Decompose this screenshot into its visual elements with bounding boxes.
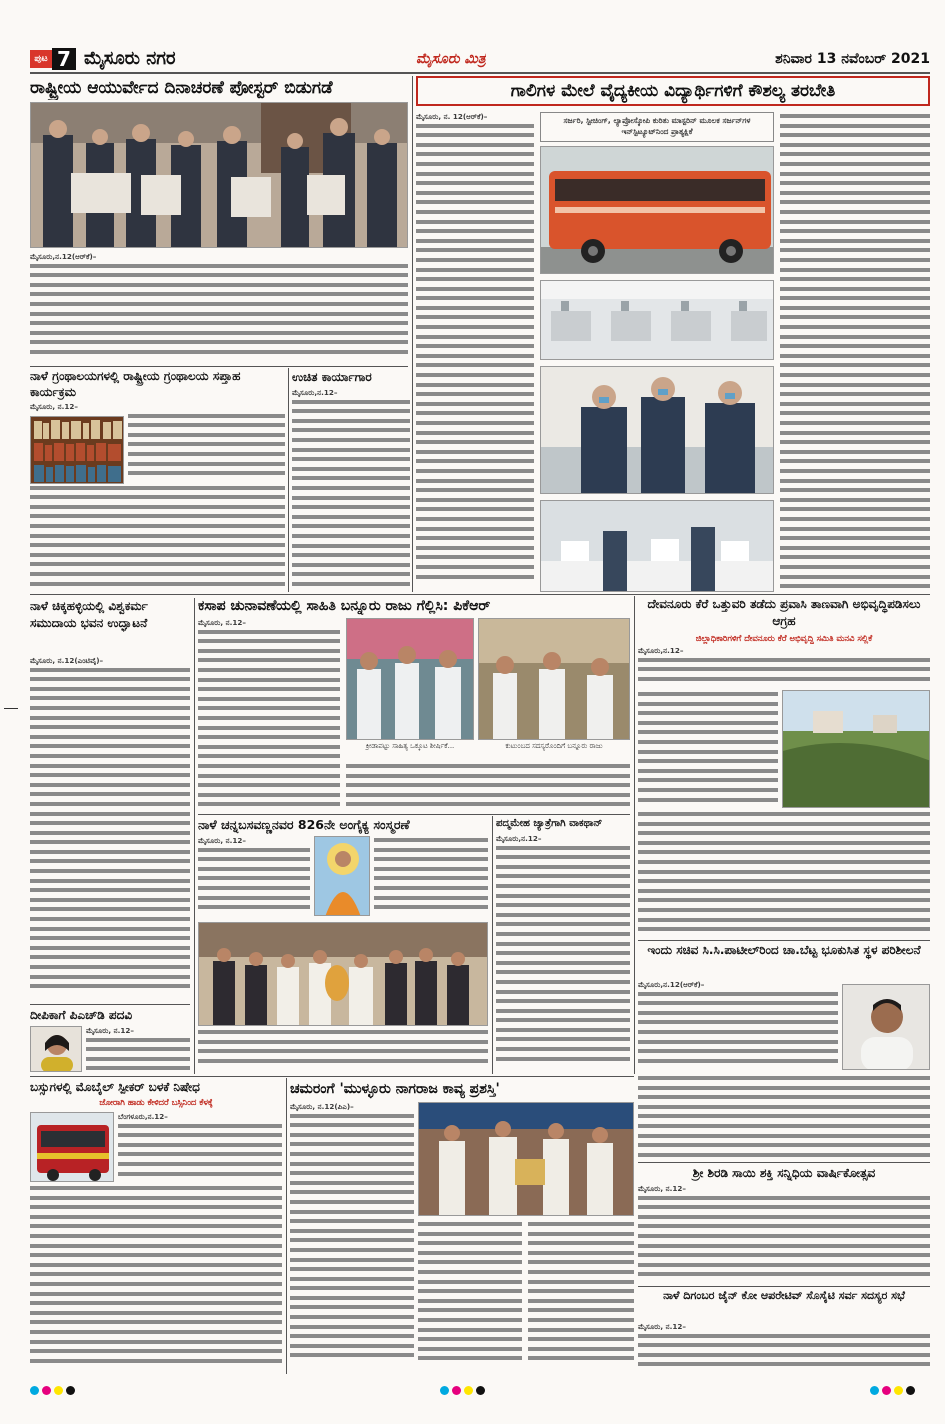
devanuru-body-top <box>638 646 930 690</box>
kasapa-caption-left: ಕ್ರೀಡಾಪಟ್ಟು ಸಾಹಿತ್ಯ ಒಕ್ಕೂಟ ಶೀರ್ಷಿಕೆ... <box>365 742 455 750</box>
bus-subhead: ಜೋರಾಗಿ ಹಾಡು ಕೇಳಿದರೆ ಬಸ್ಸಿನಿಂದ ಕೆಳಕ್ಕೆ <box>99 1097 213 1107</box>
skill-bus-photo <box>540 146 774 274</box>
page-number: 7 <box>52 48 76 70</box>
ayurveda-body <box>30 252 408 364</box>
sai-headline: ಶ್ರೀ ಶಿರಡಿ ಸಾಯಿ ಶಕ್ತಿ ಸನ್ನಿಧಿಯ ವಾರ್ಷಿಕೋತ್ಸವ <box>692 1166 876 1180</box>
kasapa-body-col1 <box>198 618 340 812</box>
registration-marks-left <box>30 1380 78 1399</box>
workshop-headline: ಉಚಿತ ಕಾರ್ಯಾಗಾರ <box>292 370 372 384</box>
minister-body-top <box>638 980 838 1074</box>
skill-demo-photo <box>540 366 774 494</box>
vishwakarma-headline: ನಾಳೆ ಚಿಕ್ಕಹಳ್ಳಿಯಲ್ಲಿ ವಿಶ್ವಕರ್ಮ ಸಮುದಾಯ ಭವನ ಉದ್ಘಾಟನೆ <box>30 599 148 630</box>
devanuru-lake-photo <box>782 690 930 808</box>
jaatre-dateline: ಮೈಸೂರು,ನ.12– <box>496 834 542 843</box>
issue-date: ಶನಿವಾರ 13 ನವೆಂಬರ್ 2021 <box>775 51 930 67</box>
phd-headline: ದೀಪಿಕಾಗೆ ಪಿಎಚ್‌ಡಿ ಪದವಿ <box>30 1008 133 1022</box>
award-body-col1 <box>290 1102 414 1372</box>
award-body-col2 <box>418 1220 522 1372</box>
basava-dateline: ಮೈಸೂರು, ನ.12– <box>198 836 246 845</box>
library-dateline: ಮೈಸೂರು, ನ.12– <box>30 402 78 411</box>
kasapa-headline: ಕಸಾಪ ಚುನಾವಣೆಯಲ್ಲಿ ಸಾಹಿತಿ ಬನ್ನೂರು ರಾಜು ಗೆಲ್ಲಿಸಿ: ಪಿಕೆಆರ್ <box>198 598 491 614</box>
masthead <box>30 48 930 72</box>
ayurveda-photo <box>30 102 408 248</box>
bus-photo <box>30 1112 114 1182</box>
workshop-body <box>292 388 410 592</box>
kasapa-photo-1 <box>346 618 474 740</box>
phd-portrait <box>30 1026 82 1072</box>
jaatre-body <box>496 834 630 1074</box>
devanuru-headline: ದೇವನೂರು ಕೆರೆ ಒತ್ತುವರಿ ತಡೆದು ಪ್ರವಾಸಿ ತಾಣವಾಗಿ ಅಭಿವೃದ್ಧಿಪಡಿಸಲು ಆಗ್ರಹ <box>647 597 921 628</box>
minister-headline: ಇಂದು ಸಚಿವ ಸಿ.ಸಿ.ಪಾಟೀಲ್‌ರಿಂದ ಚಾ.ಬೆಟ್ಟ ಭೂಕುಸಿತ ಸ್ಥಳ ಪರಿಶೀಲನೆ <box>647 943 921 957</box>
kasapa-dateline: ಮೈಸೂರು, ನ.12– <box>198 618 246 627</box>
vishwakarma-dateline: ಮೈಸೂರು, ನ.12(ಎಂಟಿವೈ)– <box>30 656 104 665</box>
basava-body-col1 <box>198 836 310 920</box>
minister-dateline: ಮೈಸೂರು,ನ.12(ಆರ್‌ಕೆ)– <box>638 980 705 989</box>
skill-body-col3 <box>780 112 930 592</box>
jain-dateline: ಮೈಸೂರು, ನ.12– <box>638 1322 686 1331</box>
masthead-rule <box>30 72 930 74</box>
ayurveda-headline: ರಾಷ್ಟ್ರೀಯ ಆಯುರ್ವೇದ ದಿನಾಚರಣೆ ಪೋಸ್ಟರ್ ಬಿಡುಗಡೆ <box>30 78 333 98</box>
bus-dateline: ಬೆಂಗಳೂರು,ನ.12– <box>118 1112 168 1121</box>
jaatre-headline: ಪದ್ಮಮೇಹ ಜ್ಯಾತ್ರೆಗಾಗಿ ವಾಕಥಾನ್ <box>496 818 603 829</box>
workshop-dateline: ಮೈಸೂರು,ನ.12– <box>292 388 338 397</box>
award-headline: ಚಮರಂಗೆ 'ಮುಳ್ಳೂರು ನಾಗರಾಜ ಕಾವ್ಯ ಪ್ರಶಸ್ತಿ' <box>290 1081 500 1097</box>
kasapa-body-col2 <box>346 762 630 812</box>
registration-marks-right <box>870 1380 918 1399</box>
award-photo <box>418 1102 634 1216</box>
phd-body <box>86 1026 190 1074</box>
sai-dateline: ಮೈಸೂರು, ನ.12– <box>638 1184 686 1193</box>
devanuru-body-left <box>638 690 778 808</box>
bus-body-bottom <box>30 1184 282 1372</box>
jain-headline: ನಾಳೆ ದಿಗಂಬರ ಜೈನ್ ಕೋ ಆಪರೇಟಿವ್ ಸೊಸೈಟಿ ಸರ್ವ ಸದಸ್ಯರ ಸಭೆ <box>663 1289 905 1302</box>
paper-name: ಮೈಸೂರು ಮಿತ್ರ <box>416 51 486 67</box>
basava-caption <box>198 1028 488 1070</box>
devanuru-subhead: ಜಿಲ್ಲಾಧಿಕಾರಿಗಳಿಗೆ ದೇವನೂರು ಕೆರೆ ಅಭಿವೃದ್ಧಿ ಸಮಿತಿ ಮನವಿ ಸಲ್ಲಿಕೆ <box>695 633 873 643</box>
minister-portrait <box>842 984 930 1070</box>
skill-interior-photo <box>540 280 774 360</box>
phd-dateline: ಮೈಸೂರು, ನ.12– <box>86 1026 134 1035</box>
award-body-col3 <box>528 1220 634 1372</box>
skill-inset: ಸರ್ಜರಿ, ಸ್ಟೀಚಿಂಗ್, ಲ್ಯಾಪ್ರೋಸ್ಕೋಪಿ ಕುರಿತು ಮಾಸ್ಟರಿನ್ ಮೂಲಕ ಸರ್ಜನ್‌ಗಳ ಇನ್‌ಸ್ಟಿಟ್ಯೂಟ್‌ನಿಂದ ಪ್ರಾತ್ಯಕ್ಷಿಕೆ <box>540 112 774 142</box>
fold-mark <box>4 708 18 709</box>
kasapa-caption-right: ಕುಟುಂಬದ ಸದಸ್ಯರೊಂದಿಗೆ ಬನ್ನೂರು ರಾಜು <box>505 742 603 750</box>
library-headline: ನಾಳೆ ಗ್ರಂಥಾಲಯಗಳಲ್ಲಿ ರಾಷ್ಟ್ರೀಯ ಗ್ರಂಥಾಲಯ ಸಪ್ತಾಹ ಕಾರ್ಯಕ್ರಮ <box>30 369 241 399</box>
basava-group-photo <box>198 922 488 1026</box>
registration-marks-center <box>440 1380 488 1399</box>
skill-headline: ಗಾಲಿಗಳ ಮೇಲೆ ವೈದ್ಯಕೀಯ ವಿದ್ಯಾರ್ಥಿಗಳಿಗೆ ಕೌಶಲ್ಯ ತರಬೇತಿ <box>510 81 836 101</box>
ayurveda-dateline: ಮೈಸೂರು,ನ.12(ಆರ್‌ಕೆ)– <box>30 252 97 261</box>
sai-body <box>638 1184 930 1284</box>
skill-lab-photo <box>540 500 774 592</box>
kasapa-photo-2 <box>478 618 630 740</box>
skill-body-col1 <box>416 112 534 592</box>
skill-headline-box <box>416 76 930 106</box>
library-body <box>30 402 285 592</box>
vishwakarma-body <box>30 656 190 1002</box>
basava-body-col2 <box>374 836 488 920</box>
basava-portrait <box>314 836 370 916</box>
minister-body-bottom <box>638 1074 930 1160</box>
basava-headline: ನಾಳೆ ಚನ್ನಬಸವಣ್ಣನವರ 826ನೇ ಅಂಗೈಕ್ಯ ಸಂಸ್ಮರಣೆ <box>198 817 410 832</box>
devanuru-dateline: ಮೈಸೂರು,ನ.12– <box>638 646 684 655</box>
award-dateline: ಮೈಸೂರು, ನ.12(ಪಿಎ)– <box>290 1102 354 1111</box>
section-title: ಮೈಸೂರು ನಗರ <box>84 48 176 69</box>
bus-body-top <box>118 1112 282 1182</box>
skill-dateline: ಮೈಸೂರು, ನ. 12(ಆರ್‌ಕೆ)– <box>416 112 488 121</box>
page-label: ಪುಟ <box>30 50 52 68</box>
devanuru-body-bottom <box>638 810 930 938</box>
bus-headline: ಬಸ್ಸುಗಳಲ್ಲಿ ಮೊಬೈಲ್ ಸ್ಪೀಕರ್ ಬಳಕೆ ನಿಷೇಧ <box>30 1080 200 1094</box>
jain-body <box>638 1322 930 1372</box>
